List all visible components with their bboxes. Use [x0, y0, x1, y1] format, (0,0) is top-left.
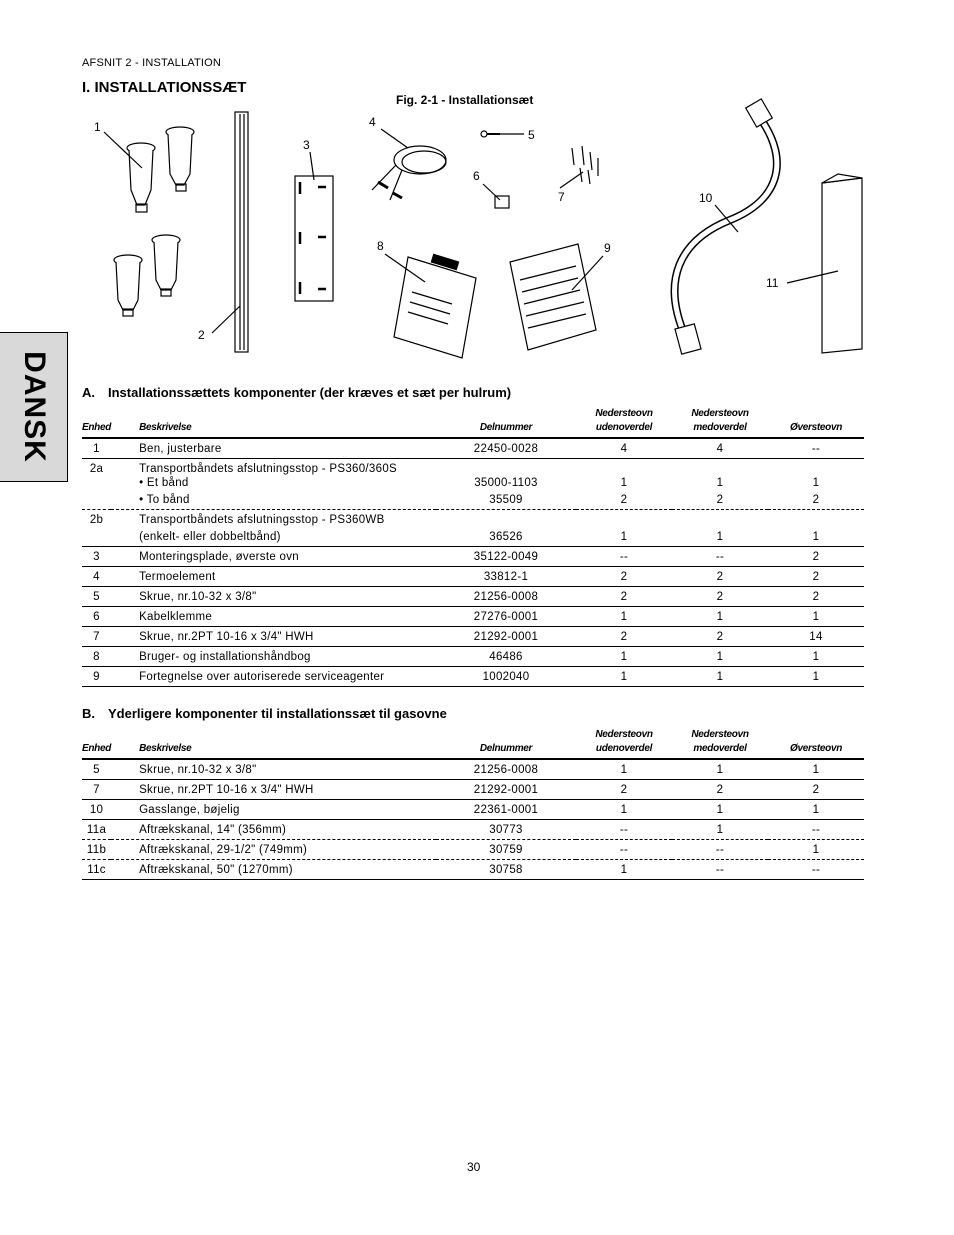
- cell-part-number: [436, 459, 576, 477]
- cell-top-oven: --: [768, 860, 864, 880]
- cell-lower-no-top: 4: [576, 438, 672, 459]
- col-lower-with-top: Nedersteovn medoverdel: [672, 728, 768, 759]
- cell-lower-with-top: 1: [672, 759, 768, 780]
- installation-kit-illustration: [0, 0, 954, 370]
- cell-top-oven: 2: [768, 490, 864, 510]
- cell-lower-with-top: 2: [672, 780, 768, 800]
- cell-top-oven: 2: [768, 547, 864, 567]
- cell-description: Transportbåndets afslutningsstop - PS360/360S: [139, 463, 397, 475]
- cell-lower-with-top: 2: [672, 587, 768, 607]
- cell-lower-with-top: 1: [672, 607, 768, 627]
- callout-6: 6: [473, 169, 480, 183]
- col-top-oven: Øversteovn: [768, 728, 864, 759]
- cell-part-number: 36526: [436, 527, 576, 547]
- col-description: Beskrivelse: [111, 728, 436, 759]
- thermocouple-illustration: [372, 146, 446, 200]
- service-list-illustration: [510, 244, 596, 350]
- cell-unit: 11a: [82, 820, 111, 840]
- table-row: [82, 780, 864, 800]
- table-a-letter: A.: [82, 385, 95, 400]
- cell-unit: 7: [82, 627, 111, 647]
- cell-part-number: 21256-0008: [436, 587, 576, 607]
- table-row: [82, 527, 864, 547]
- callout-4: 4: [369, 115, 376, 129]
- cell-unit: 4: [82, 567, 111, 587]
- table-row: [82, 647, 864, 667]
- cell-unit: 5: [82, 587, 111, 607]
- cell-top-oven: 1: [768, 840, 864, 860]
- table-a-title: Installationssættets komponenter (der kræves et sæt per hulrum): [108, 385, 512, 400]
- cell-top-oven: 2: [768, 780, 864, 800]
- cell-part-number: 21256-0008: [436, 759, 576, 780]
- cell-description: Kabelklemme: [111, 607, 436, 627]
- cell-lower-with-top: 2: [672, 627, 768, 647]
- cell-description: Skrue, nr.2PT 10-16 x 3/4" HWH: [111, 780, 436, 800]
- cell-part-number: 46486: [436, 647, 576, 667]
- cell-top-oven: 2: [768, 567, 864, 587]
- cell-unit: 10: [82, 800, 111, 820]
- table-row: [82, 510, 864, 528]
- cell-unit: 11c: [82, 860, 111, 880]
- table-b: [82, 728, 864, 880]
- cell-part-number: 22450-0028: [436, 438, 576, 459]
- cell-top-oven: 1: [768, 647, 864, 667]
- cell-part-number: 21292-0001: [436, 780, 576, 800]
- table-row: [82, 800, 864, 820]
- col-part-number: Delnummer: [436, 728, 576, 759]
- cell-lower-with-top: 1: [672, 527, 768, 547]
- cell-lower-with-top: 1: [672, 647, 768, 667]
- cell-top-oven: --: [768, 820, 864, 840]
- table-b-title: Yderligere komponenter til installationssæt til gasovne: [108, 706, 447, 721]
- table-row: [82, 627, 864, 647]
- cell-part-number: 21292-0001: [436, 627, 576, 647]
- cell-lower-with-top: 2: [672, 567, 768, 587]
- cell-lower-no-top: [576, 510, 672, 528]
- cell-lower-with-top: 1: [672, 667, 768, 687]
- cell-lower-with-top: [672, 510, 768, 528]
- cell-top-oven: 1: [768, 607, 864, 627]
- cell-description: Gasslange, bøjelig: [111, 800, 436, 820]
- cell-lower-no-top: 1: [576, 527, 672, 547]
- cell-lower-no-top: 1: [620, 477, 628, 489]
- col-part-number: Delnummer: [436, 407, 576, 438]
- cell-part-number: 35509: [436, 490, 576, 510]
- table-row: [82, 607, 864, 627]
- col-lower-no-top: Nedersteovn udenoverdel: [576, 407, 672, 438]
- callout-11: 11: [766, 276, 779, 290]
- cell-description: Termoelement: [111, 567, 436, 587]
- cell-lower-no-top: 2: [576, 567, 672, 587]
- cell-lower-no-top: [576, 459, 672, 477]
- table-b-heading: [82, 706, 447, 721]
- cell-top-oven: [768, 459, 864, 477]
- cell-lower-with-top: 2: [672, 490, 768, 510]
- conveyor-end-stop-illustration: [235, 112, 248, 352]
- cell-unit: 7: [82, 780, 111, 800]
- cell-lower-no-top: 1: [576, 800, 672, 820]
- callout-1: 1: [94, 120, 101, 134]
- table-row: [82, 459, 864, 477]
- cell-top-oven: --: [768, 438, 864, 459]
- cell-lower-with-top: 1: [672, 820, 768, 840]
- cell-description: Bruger- og installationshåndbog: [111, 647, 436, 667]
- cell-part-number: 35122-0049: [436, 547, 576, 567]
- cell-description: Aftrækskanal, 29-1/2" (749mm): [111, 840, 436, 860]
- callout-7: 7: [558, 190, 565, 204]
- cell-lower-with-top: --: [672, 840, 768, 860]
- page-number: 30: [467, 1160, 481, 1174]
- cell-lower-with-top: --: [672, 860, 768, 880]
- cell-unit: 9: [82, 667, 111, 687]
- table-row: [82, 547, 864, 567]
- table-row: [82, 587, 864, 607]
- cell-description: Skrue, nr.10-32 x 3/8": [111, 759, 436, 780]
- table-a-heading: [82, 385, 511, 400]
- table-row: [82, 567, 864, 587]
- table-row: [82, 840, 864, 860]
- table-b-letter: B.: [82, 706, 95, 721]
- leg-illustration: [114, 127, 194, 316]
- cell-part-number: 33812-1: [436, 567, 576, 587]
- cell-lower-no-top: 2: [576, 587, 672, 607]
- cell-unit: 1: [82, 438, 111, 459]
- cell-description: • To bånd: [111, 490, 436, 510]
- cell-top-oven: 1: [768, 667, 864, 687]
- cell-unit: 3: [82, 547, 111, 567]
- cell-lower-with-top: --: [672, 547, 768, 567]
- table-row: [82, 476, 864, 490]
- cell-unit: 2a: [89, 463, 104, 475]
- col-unit: Enhed: [82, 728, 111, 759]
- callout-3: 3: [303, 138, 310, 152]
- mounting-plate-illustration: [295, 176, 333, 301]
- cell-description: Skrue, nr.10-32 x 3/8": [111, 587, 436, 607]
- table-row: [82, 490, 864, 510]
- cell-top-oven: 2: [768, 587, 864, 607]
- callout-5: 5: [528, 128, 535, 142]
- gas-hose-illustration: [675, 99, 777, 354]
- cell-unit: [82, 490, 111, 510]
- cell-part-number: 30759: [436, 840, 576, 860]
- cell-lower-no-top: 2: [576, 780, 672, 800]
- callout-9: 9: [604, 241, 611, 255]
- table-row: [82, 820, 864, 840]
- table-a-header: [82, 407, 864, 438]
- screws-illustration: [572, 146, 598, 184]
- cell-description: Aftrækskanal, 50" (1270mm): [111, 860, 436, 880]
- cell-lower-no-top: --: [576, 547, 672, 567]
- table-row: [82, 860, 864, 880]
- section-label: AFSNIT 2 - INSTALLATION: [82, 57, 222, 69]
- cell-unit: 5: [82, 759, 111, 780]
- cell-part-number: 35000-1103: [474, 477, 538, 489]
- col-description: Beskrivelse: [111, 407, 436, 438]
- cell-top-oven: 1: [812, 477, 820, 489]
- cell-lower-no-top: 1: [576, 647, 672, 667]
- callout-2: 2: [198, 328, 205, 342]
- language-tab-label: DANSK: [17, 351, 51, 463]
- table-b-header: [82, 728, 864, 759]
- cell-unit: 2b: [89, 514, 104, 526]
- cell-lower-no-top: --: [576, 840, 672, 860]
- cell-lower-no-top: 2: [576, 490, 672, 510]
- flue-illustration: [822, 174, 862, 353]
- cell-lower-with-top: 1: [672, 800, 768, 820]
- col-top-oven: Øversteovn: [768, 407, 864, 438]
- table-row: [82, 759, 864, 780]
- cell-part-number: 30773: [436, 820, 576, 840]
- cell-top-oven: 1: [768, 800, 864, 820]
- figure-caption: Fig. 2-1 - Installationsæt: [396, 93, 534, 107]
- cell-lower-no-top: 2: [576, 627, 672, 647]
- page-title: I. INSTALLATIONSSÆT: [82, 79, 247, 96]
- cell-lower-no-top: 1: [576, 860, 672, 880]
- cell-description: Skrue, nr.2PT 10-16 x 3/4" HWH: [111, 627, 436, 647]
- cell-part-number: 27276-0001: [436, 607, 576, 627]
- cell-lower-with-top: [672, 459, 768, 477]
- col-unit: Enhed: [82, 407, 111, 438]
- cell-top-oven: 1: [768, 759, 864, 780]
- cell-part-number: 22361-0001: [436, 800, 576, 820]
- cell-unit: 6: [82, 607, 111, 627]
- cell-description: Monteringsplade, øverste ovn: [111, 547, 436, 567]
- cell-part-number: 1002040: [436, 667, 576, 687]
- cell-unit: [82, 527, 111, 547]
- table-row: [82, 438, 864, 459]
- cell-description: Aftrækskanal, 14" (356mm): [111, 820, 436, 840]
- cell-top-oven: 14: [768, 627, 864, 647]
- cell-lower-no-top: --: [576, 820, 672, 840]
- cell-lower-with-top: 4: [672, 438, 768, 459]
- table-row: [82, 667, 864, 687]
- callout-8: 8: [377, 239, 384, 253]
- col-lower-no-top: Nedersteovn udenoverdel: [576, 728, 672, 759]
- cell-description: Fortegnelse over autoriserede serviceagenter: [111, 667, 436, 687]
- cell-part-number: 30758: [436, 860, 576, 880]
- cell-description: Ben, justerbare: [111, 438, 436, 459]
- cell-lower-no-top: 1: [576, 759, 672, 780]
- manual-illustration: [394, 254, 476, 358]
- cell-lower-no-top: 1: [576, 667, 672, 687]
- cell-unit: [82, 476, 111, 490]
- cell-unit: 11b: [82, 840, 111, 860]
- cell-top-oven: [768, 510, 864, 528]
- cell-top-oven: 1: [768, 527, 864, 547]
- cell-unit: 8: [82, 647, 111, 667]
- cell-lower-no-top: 1: [576, 607, 672, 627]
- col-lower-with-top: Nedersteovn medoverdel: [672, 407, 768, 438]
- cell-description: (enkelt- eller dobbeltbånd): [111, 527, 436, 547]
- table-a: [82, 407, 864, 687]
- cell-part-number: [436, 510, 576, 528]
- cell-lower-with-top: 1: [716, 477, 724, 489]
- callout-10: 10: [699, 191, 713, 205]
- cell-description: • Et bånd: [139, 477, 189, 489]
- cell-description: Transportbåndets afslutningsstop - PS360WB: [139, 514, 385, 526]
